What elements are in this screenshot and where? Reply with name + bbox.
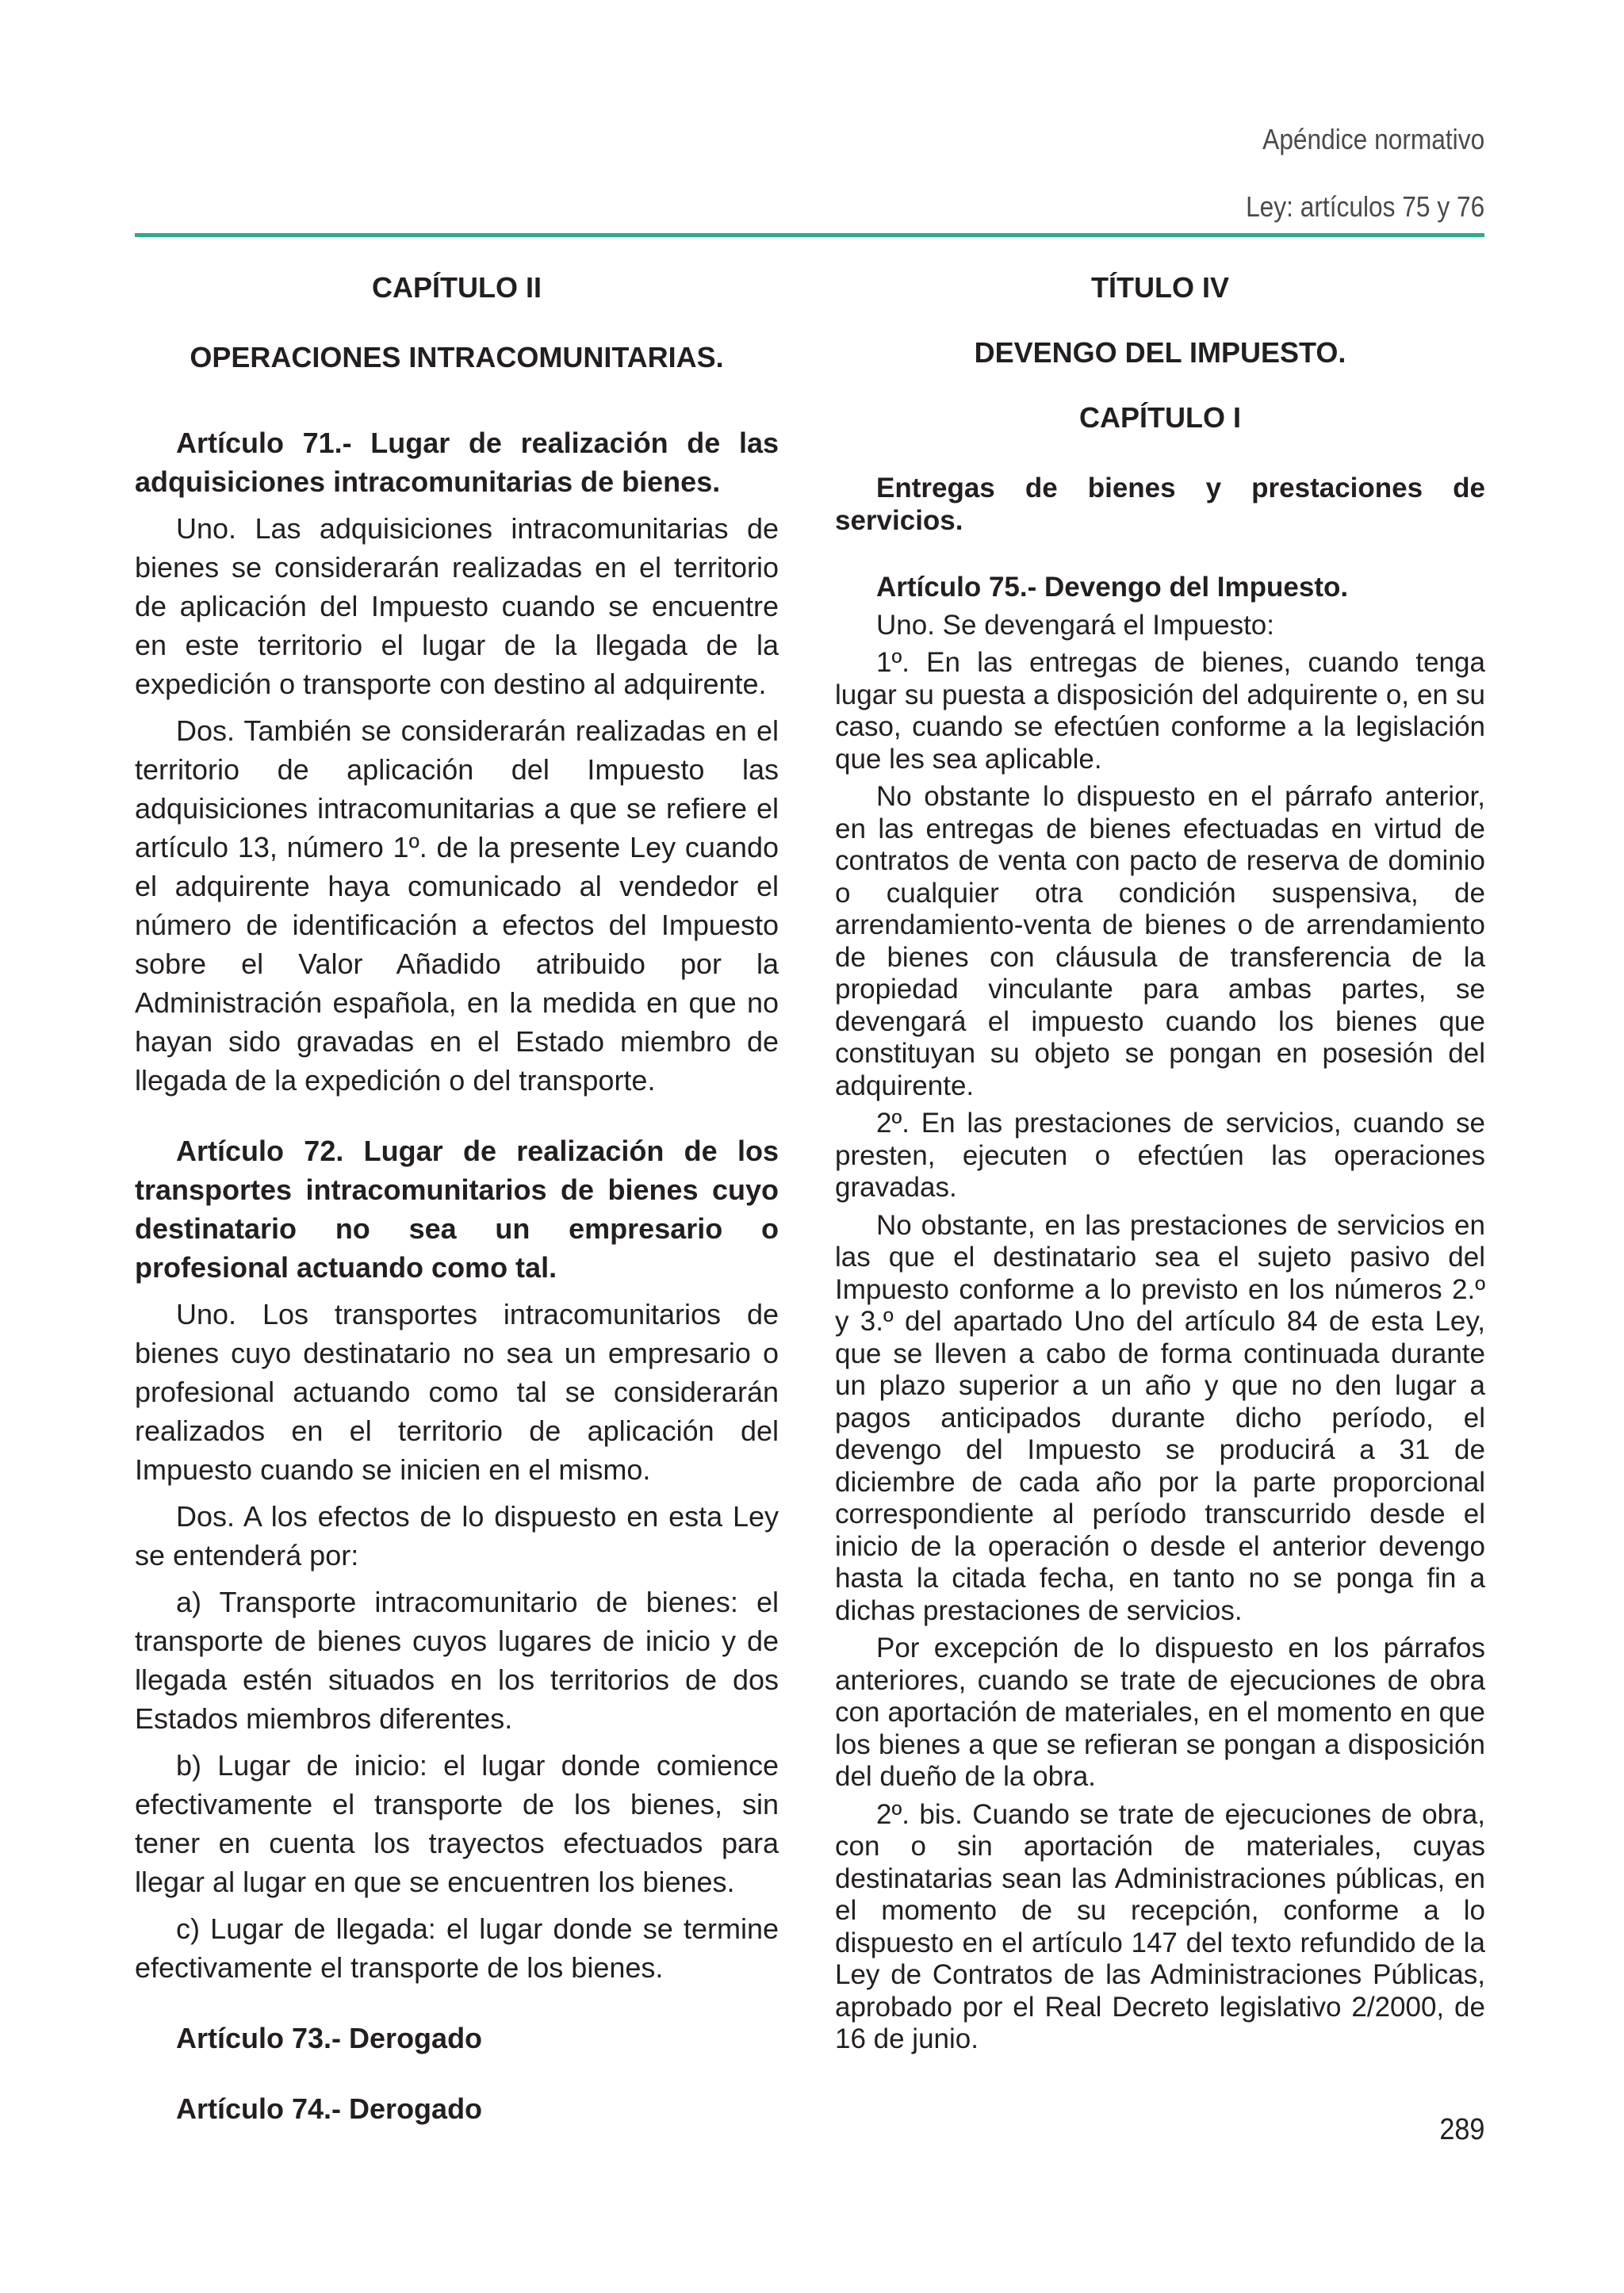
article-72-heading: Artículo 72. Lugar de realización de los transportes intracomunitarios de bienes cuyo destinatario no sea un empresario o profesional actuando como tal. (135, 1135, 779, 1284)
page-number: 289 (1438, 2113, 1484, 2146)
article-71-paragraph-2: Dos. También se considerarán realizadas en el territorio de aplicación del Impuesto las adquisiciones intracomunitarias a que se refiere el artículo 13, número 1º. de la presente Ley cuando el adquirente haya comunicado al vendedor el número de identificación a efectos del Impuesto sobre el Valor Añadido atribuido por la Administración española, en la medida en que no hayan sido gravadas en el Estado miembro de llegada de la expedición o del transporte. (135, 714, 779, 1097)
article-72-item-a: a) Transporte intracomunitario de bienes: el transporte de bienes cuyos lugares de inicio y de llegada estén situados en los territorios de dos Estados miembros diferentes. (135, 1586, 779, 1735)
article-75-paragraph-6: 2º. bis. Cuando se trate de ejecuciones de obra, con o sin aportación de materiales, cuyas destinatarias sean las Administraciones públicas, en el momento de su recepción, conforme a lo dispuesto en el artículo 147 del texto refundido de la Ley de Contratos de las Administraciones Públicas, aprobado por el Real Decreto legislativo 2/2000, de 16 de junio. (835, 1798, 1485, 2054)
left-column (135, 262, 779, 2128)
chapter-title-right: Entregas de bienes y prestaciones de servicios. (835, 473, 1485, 536)
header-divider (135, 233, 1484, 237)
article-75-paragraph-2: No obstante lo dispuesto en el párrafo anterior, en las entregas de bienes efectuadas en virtud de contratos de venta con pacto de reserva de dominio o cualquier otra condición suspensiva, de arrendamiento-venta de bienes o de arrendamiento de bienes con cláusula de transferencia de la propiedad vinculante para ambas partes, se devengará el impuesto cuando los bienes que constituyan su objeto se pongan en posesión del adquirente. (835, 781, 1485, 1101)
right-column (835, 262, 1485, 2056)
article-72-paragraph-2: Dos. A los efectos de lo dispuesto en esta Ley se entenderá por: (135, 1500, 779, 1571)
article-75-paragraph-5: Por excepción de lo dispuesto en los párrafos anteriores, cuando se trate de ejecuciones de obra con aportación de materiales, en el momento en que los bienes a que se refieran se pongan a disposición del dueño de la obra. (835, 1633, 1485, 1792)
article-72-item-b: b) Lugar de inicio: el lugar donde comience efectivamente el transporte de los bienes, sin tener en cuenta los trayectos efectuados para llegar al lugar en que se encuentren los bienes. (135, 1749, 779, 1898)
title-name: DEVENGO DEL IMPUESTO. (974, 336, 1346, 369)
chapter-title: OPERACIONES INTRACOMUNITARIAS. (190, 341, 724, 373)
article-75-paragraph-4: No obstante, en las prestaciones de servicios en las que el destinatario sea el sujeto pasivo del Impuesto conforme a lo previsto en los números 2.º y 3.º del apartado Uno del artículo 84 de esta Ley, que se lleven a cabo de forma continuada durante un plazo superior a un año y que no den lugar a pagos anticipados durante dicho período, el devengo del Impuesto se producirá a 31 de diciembre de cada año por la parte proporcional correspondiente al período transcurrido desde el inicio de la operación o desde el anterior devengo hasta la citada fecha, en tanto no se ponga fin a dichas prestaciones de servicios. (835, 1209, 1485, 1626)
chapter-heading-right: CAPÍTULO I (1079, 401, 1241, 434)
article-71-paragraph-1: Uno. Las adquisiciones intracomunitarias de bienes se considerarán realizadas en el territorio de aplicación del Impuesto cuando se encuentre en este territorio el lugar de la llegada de la expedición o transporte con destino al adquirente. (135, 512, 779, 700)
title-heading: TÍTULO IV (1091, 271, 1229, 304)
article-75-paragraph-1: 1º. En las entregas de bienes, cuando tenga lugar su puesta a disposición del adquirente o, en su caso, cuando se efectúen conforme a la legislación que les sea aplicable. (835, 647, 1485, 775)
article-72-item-c: c) Lugar de llegada: el lugar donde se termine efectivamente el transporte de los bienes. (135, 1912, 779, 1984)
article-75-uno: Uno. Se devengará el Impuesto: (876, 609, 1274, 641)
chapter-heading: CAPÍTULO II (372, 271, 542, 304)
article-75-heading: Artículo 75.- Devengo del Impuesto. (876, 572, 1349, 603)
running-header-subsection: Ley: artículos 75 y 76 (1245, 190, 1484, 223)
running-header-section: Apéndice normativo (1262, 123, 1484, 155)
article-74-heading: Artículo 74.- Derogado (176, 2092, 483, 2125)
article-73-heading: Artículo 73.- Derogado (176, 2022, 483, 2054)
article-72-paragraph-1: Uno. Los transportes intracomunitarios de bienes cuyo destinatario no sea un empresario o profesional actuando como tal se considerarán realizados en el territorio de aplicación del Impuesto cuando se inicien en el mismo. (135, 1298, 779, 1486)
article-75-paragraph-3: 2º. En las prestaciones de servicios, cuando se presten, ejecuten o efectúen las operaciones gravadas. (835, 1108, 1485, 1203)
article-71-heading: Artículo 71.- Lugar de realización de las adquisiciones intracomunitarias de bienes. (135, 427, 779, 498)
